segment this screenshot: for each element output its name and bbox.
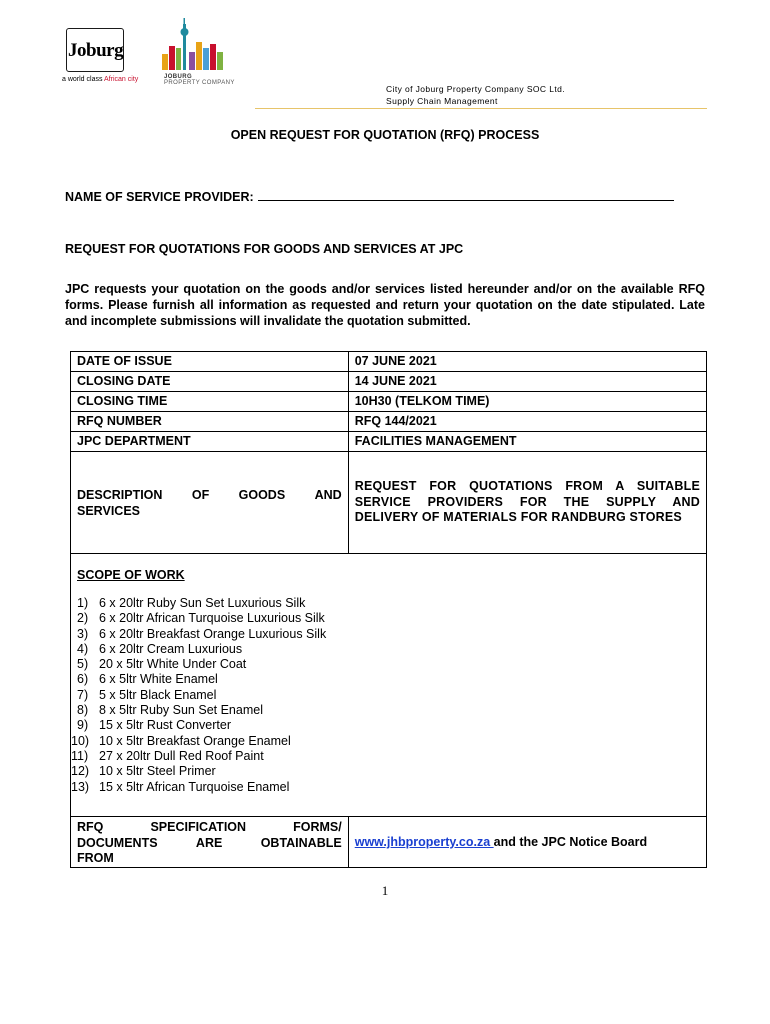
joburg-logo-wordmark: Joburg <box>68 40 124 61</box>
page-number: 1 <box>381 883 389 898</box>
table-row <box>71 432 707 452</box>
service-provider-field <box>65 190 674 204</box>
scope-list <box>71 596 700 795</box>
row-value: 07 JUNE 2021 <box>348 352 706 372</box>
list-item: 13) 15 x 5ltr African Turquoise Enamel <box>71 779 290 794</box>
scope-row <box>71 554 707 817</box>
document-title: OPEN REQUEST FOR QUOTATION (RFQ) PROCESS <box>230 128 540 142</box>
table-row <box>71 392 707 412</box>
description-label: DESCRIPTION OF GOODS AND SERVICES <box>71 452 349 554</box>
service-provider-blank-line <box>258 190 674 201</box>
list-item: 6) 6 x 5ltr White Enamel <box>77 672 218 687</box>
list-item: 11) 27 x 20ltr Dull Red Roof Paint <box>71 748 264 763</box>
company-name: City of Joburg Property Company SOC Ltd. <box>386 84 565 94</box>
table-row <box>71 372 707 392</box>
rfq-forms-label: RFQ SPECIFICATION FORMS/ DOCUMENTS ARE OBTAINABLE FROM <box>71 817 349 868</box>
table-row <box>71 352 707 372</box>
intro-paragraph: JPC requests your quotation on the goods and/or services listed hereunder and/or on the available RFQ forms. Please furnish all information as requested and return your quotation on the date stipulated. Late and incomplete submissions will invalidate the quotation submitted. <box>65 282 705 328</box>
row-value: 10H30 (TELKOM TIME) <box>348 392 706 412</box>
row-label: CLOSING DATE <box>71 372 349 392</box>
row-value: RFQ 144/2021 <box>348 412 706 432</box>
joburg-logo-tagline: a world class African city <box>62 76 139 83</box>
list-item: 7) 5 x 5ltr Black Enamel <box>77 687 217 702</box>
list-item: 5) 20 x 5ltr White Under Coat <box>77 657 247 672</box>
section-heading: REQUEST FOR QUOTATIONS FOR GOODS AND SERVICES AT JPC <box>65 242 464 256</box>
list-item: 1) 6 x 20ltr Ruby Sun Set Luxurious Silk <box>77 596 306 610</box>
row-label: DATE OF ISSUE <box>71 352 349 372</box>
rfq-forms-source <box>348 817 706 868</box>
description-row <box>71 452 707 554</box>
row-value: 14 JUNE 2021 <box>348 372 706 392</box>
scope-of-work <box>71 554 707 817</box>
service-provider-label: NAME OF SERVICE PROVIDER: <box>65 190 254 204</box>
header-divider <box>255 108 707 109</box>
list-item: 2) 6 x 20ltr African Turquoise Luxurious Silk <box>77 611 325 626</box>
list-item: 12) 10 x 5ltr Steel Primer <box>71 764 216 779</box>
table-row <box>71 412 707 432</box>
row-label: CLOSING TIME <box>71 392 349 412</box>
list-item: 4) 6 x 20ltr Cream Luxurious <box>77 641 243 656</box>
joburg-logo <box>60 28 144 88</box>
list-item: 9) 15 x 5ltr Rust Converter <box>77 718 231 733</box>
description-value: REQUEST FOR QUOTATIONS FROM A SUITABLE SERVICE PROVIDERS FOR THE SUPPLY AND DELIVERY OF MATERIALS FOR RANDBURG STORES <box>348 452 706 554</box>
list-item: 10) 10 x 5ltr Breakfast Orange Enamel <box>71 733 291 748</box>
list-item: 8) 8 x 5ltr Ruby Sun Set Enamel <box>77 703 263 718</box>
row-label: JPC DEPARTMENT <box>71 432 349 452</box>
notice-board-text: and the JPC Notice Board <box>493 835 648 849</box>
row-label: RFQ NUMBER <box>71 412 349 432</box>
department-name: Supply Chain Management <box>386 96 498 106</box>
scope-title: SCOPE OF WORK <box>77 568 185 582</box>
jpc-logo-text: JOBURG PROPERTY COMPANY <box>164 74 235 86</box>
jhbproperty-link[interactable]: www.jhbproperty.co.za <box>354 835 494 849</box>
rfq-details-table <box>70 351 707 868</box>
list-item: 3) 6 x 20ltr Breakfast Orange Luxurious Silk <box>77 626 327 641</box>
company-header <box>386 83 565 107</box>
skyline-icon <box>160 18 230 72</box>
jpc-logo <box>160 18 235 90</box>
rfq-forms-row <box>71 817 707 868</box>
row-value: FACILITIES MANAGEMENT <box>348 432 706 452</box>
